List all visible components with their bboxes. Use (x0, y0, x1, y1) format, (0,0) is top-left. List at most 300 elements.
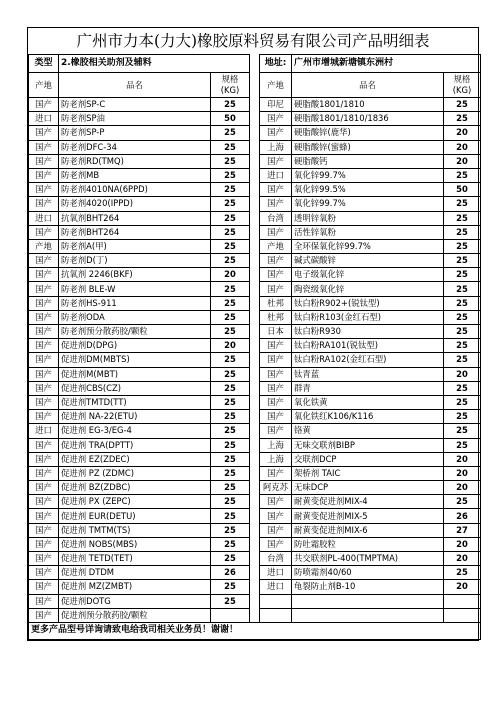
left-name-cell: 促进剂 TRA(DPTT) (59, 438, 211, 452)
column-gap (250, 552, 260, 566)
table-row (29, 566, 481, 580)
table-row (29, 410, 481, 424)
left-origin-cell: 国产 (29, 381, 59, 395)
right-origin-cell: 国产 (260, 537, 292, 551)
right-origin-cell: 国产 (260, 282, 292, 296)
right-name-cell: 钛青蓝 (292, 367, 444, 381)
table-row (29, 608, 481, 622)
left-origin-cell: 国产 (29, 566, 59, 580)
left-name-cell: 防老剂4010NA(6PPD) (59, 183, 211, 197)
left-spec-cell: 25 (211, 452, 250, 466)
left-spec-cell: 25 (211, 197, 250, 211)
left-spec-cell: 25 (211, 353, 250, 367)
right-spec-cell: 25 (444, 296, 481, 310)
left-name-cell: 防老剂4020(IPPD) (59, 197, 211, 211)
table-row (29, 495, 481, 509)
right-origin-cell: 上海 (260, 438, 292, 452)
left-spec-cell: 25 (211, 580, 250, 594)
left-spec-cell: 25 (211, 594, 250, 608)
column-gap (250, 168, 260, 182)
right-name-cell: 透明锌氧粉 (292, 211, 444, 225)
type-value: 2.橡胶相关助剂及辅料 (59, 55, 250, 73)
left-origin-cell: 国产 (29, 523, 59, 537)
left-name-cell: 促进剂 EUR(DETU) (59, 509, 211, 523)
left-spec-cell: 25 (211, 466, 250, 480)
left-origin-cell: 国产 (29, 325, 59, 339)
column-gap (250, 353, 260, 367)
right-origin-cell: 国产 (260, 254, 292, 268)
left-name-cell: 促进剂 EG-3/EG-4 (59, 424, 211, 438)
right-spec-cell: 25 (444, 410, 481, 424)
left-origin-cell: 国产 (29, 98, 59, 112)
right-origin-cell: 国产 (260, 154, 292, 168)
table-row (29, 112, 481, 126)
right-spec-cell: 20 (444, 154, 481, 168)
header-name-right: 品名 (292, 73, 444, 98)
left-spec-cell: 25 (211, 183, 250, 197)
table-row (29, 552, 481, 566)
left-origin-cell: 产地 (29, 239, 59, 253)
column-gap (250, 112, 260, 126)
right-spec-cell: 25 (444, 98, 481, 112)
right-origin-cell: 日本 (260, 325, 292, 339)
left-name-cell: 防老剂SP油 (59, 112, 211, 126)
left-name-cell: 防老剂ODA (59, 310, 211, 324)
left-spec-cell: 25 (211, 296, 250, 310)
table-row (29, 537, 481, 551)
left-origin-cell: 国产 (29, 495, 59, 509)
left-name-cell: 促进剂DM(MBTS) (59, 353, 211, 367)
column-gap (250, 268, 260, 282)
table-row (29, 594, 481, 608)
left-name-cell: 促进剂 NOBS(MBS) (59, 537, 211, 551)
left-name-cell: 防老剂BHT264 (59, 225, 211, 239)
column-gap (250, 254, 260, 268)
right-origin-cell: 国产 (260, 381, 292, 395)
right-origin-cell: 台湾 (260, 211, 292, 225)
left-name-cell: 促进剂 TETD(TET) (59, 552, 211, 566)
right-name-cell (292, 608, 444, 622)
right-spec-cell: 25 (444, 254, 481, 268)
right-name-cell: 架桥剂 TAIC (292, 466, 444, 480)
left-origin-cell: 国产 (29, 481, 59, 495)
column-gap (250, 608, 260, 622)
header-name-left: 品名 (59, 73, 211, 98)
right-name-cell: 无味交联剂BIBP (292, 438, 444, 452)
right-name-cell (292, 594, 444, 608)
right-spec-cell: 20 (444, 580, 481, 594)
column-gap (250, 154, 260, 168)
right-origin-cell: 国产 (260, 339, 292, 353)
right-origin-cell: 国产 (260, 353, 292, 367)
left-name-cell: 促进剂 PZ (ZDMC) (59, 466, 211, 480)
right-name-cell: 钛白粉R103(金红石型) (292, 310, 444, 324)
right-origin-cell: 印尼 (260, 98, 292, 112)
right-spec-cell: 25 (444, 438, 481, 452)
product-sheet (27, 27, 479, 641)
right-name-cell: 活性锌氧粉 (292, 225, 444, 239)
column-gap (250, 495, 260, 509)
table-row (29, 466, 481, 480)
right-origin-cell: 国产 (260, 523, 292, 537)
left-origin-cell: 国产 (29, 452, 59, 466)
header-origin-left: 产地 (29, 73, 59, 98)
right-name-cell: 氧化锌99.7% (292, 168, 444, 182)
right-spec-cell: 25 (444, 310, 481, 324)
right-name-cell: 耐黄变促进剂MIX-5 (292, 509, 444, 523)
right-name-cell: 耐黄变促进剂MIX-6 (292, 523, 444, 537)
column-gap (250, 225, 260, 239)
right-spec-cell: 20 (444, 537, 481, 551)
table-row (29, 154, 481, 168)
column-gap (250, 424, 260, 438)
right-origin-cell: 国产 (260, 466, 292, 480)
left-name-cell: 防老剂HS-911 (59, 296, 211, 310)
left-name-cell: 防老剂RD(TMQ) (59, 154, 211, 168)
table-row (29, 523, 481, 537)
table-row (29, 183, 481, 197)
left-spec-cell: 25 (211, 239, 250, 253)
left-name-cell: 促进剂 NA-22(ETU) (59, 410, 211, 424)
column-gap (250, 566, 260, 580)
column-gap (250, 325, 260, 339)
table-row (29, 481, 481, 495)
right-spec-cell: 25 (444, 395, 481, 409)
right-name-cell: 氧化铁红K106/K116 (292, 410, 444, 424)
column-gap (250, 183, 260, 197)
right-spec-cell: 26 (444, 509, 481, 523)
right-origin-cell: 国产 (260, 395, 292, 409)
right-name-cell: 硬脂酸1801/1810/1836 (292, 112, 444, 126)
right-origin-cell: 台湾 (260, 552, 292, 566)
right-origin-cell: 杜邦 (260, 310, 292, 324)
left-name-cell: 促进剂TMTD(TT) (59, 395, 211, 409)
right-origin-cell: 国产 (260, 367, 292, 381)
right-origin-cell: 国产 (260, 225, 292, 239)
left-origin-cell: 国产 (29, 268, 59, 282)
right-spec-cell: 50 (444, 183, 481, 197)
column-gap (250, 367, 260, 381)
table-wrapper (27, 54, 479, 641)
right-spec-cell: 20 (444, 140, 481, 154)
left-spec-cell: 25 (211, 509, 250, 523)
table-row (29, 296, 481, 310)
table-row (29, 268, 481, 282)
left-name-cell: 促进剂D(DPG) (59, 339, 211, 353)
left-origin-cell: 国产 (29, 282, 59, 296)
header-spec-line2: (KG) (220, 85, 240, 95)
left-origin-cell: 国产 (29, 339, 59, 353)
left-origin-cell: 国产 (29, 580, 59, 594)
left-spec-cell: 25 (211, 438, 250, 452)
right-origin-cell: 进口 (260, 168, 292, 182)
right-spec-cell: 20 (444, 126, 481, 140)
left-spec-cell: 25 (211, 254, 250, 268)
right-origin-cell: 国产 (260, 197, 292, 211)
table-row (29, 339, 481, 353)
column-gap (250, 339, 260, 353)
right-name-cell: 硬脂酸锌(鹿华) (292, 126, 444, 140)
table-row (29, 140, 481, 154)
left-name-cell: 促进剂 PX (ZEPC) (59, 495, 211, 509)
left-name-cell: 促进剂 TMTM(TS) (59, 523, 211, 537)
left-spec-cell: 25 (211, 537, 250, 551)
right-name-cell: 钛白粉R902+(锐钛型) (292, 296, 444, 310)
column-gap (250, 55, 260, 73)
column-gap (250, 452, 260, 466)
column-gap (250, 481, 260, 495)
right-spec-cell: 25 (444, 381, 481, 395)
left-name-cell: 抗氧剂BHT264 (59, 211, 211, 225)
column-gap (250, 239, 260, 253)
table-row (29, 367, 481, 381)
right-name-cell: 硬脂酸锌(蜜蜂) (292, 140, 444, 154)
right-name-cell: 氧化锌99.5% (292, 183, 444, 197)
address-value: 广州市增城新塘镇东洲村 (292, 55, 481, 73)
right-spec-cell: 20 (444, 481, 481, 495)
left-spec-cell: 20 (211, 268, 250, 282)
column-gap (250, 197, 260, 211)
left-name-cell: 防老剂 BLE-W (59, 282, 211, 296)
right-spec-cell: 25 (444, 325, 481, 339)
left-origin-cell: 国产 (29, 126, 59, 140)
left-spec-cell: 25 (211, 552, 250, 566)
left-spec-cell: 25 (211, 410, 250, 424)
left-origin-cell: 国产 (29, 140, 59, 154)
left-name-cell: 抗氧剂 2246(BKF) (59, 268, 211, 282)
left-spec-cell: 25 (211, 211, 250, 225)
header-spec-line1: 规格 (221, 74, 239, 84)
table-row (29, 580, 481, 594)
column-gap (250, 523, 260, 537)
left-origin-cell: 进口 (29, 424, 59, 438)
left-origin-cell: 国产 (29, 367, 59, 381)
column-gap (250, 98, 260, 112)
table-row (29, 211, 481, 225)
header-row (29, 73, 481, 98)
header-origin-right: 产地 (260, 73, 292, 98)
right-spec-cell (444, 608, 481, 622)
left-origin-cell: 国产 (29, 395, 59, 409)
right-spec-cell: 25 (444, 282, 481, 296)
table-row (29, 381, 481, 395)
right-name-cell: 硬脂酸1801/1810 (292, 98, 444, 112)
right-name-cell: 氧化铁黄 (292, 395, 444, 409)
column-gap (250, 73, 260, 98)
table-row (29, 168, 481, 182)
left-name-cell: 促进剂M(MBT) (59, 367, 211, 381)
right-spec-cell: 25 (444, 168, 481, 182)
left-origin-cell: 国产 (29, 296, 59, 310)
right-origin-cell: 国产 (260, 268, 292, 282)
right-origin-cell (260, 608, 292, 622)
left-name-cell: 促进剂DOTG (59, 594, 211, 608)
left-origin-cell: 国产 (29, 438, 59, 452)
left-spec-cell: 20 (211, 339, 250, 353)
right-origin-cell (260, 594, 292, 608)
table-row (29, 509, 481, 523)
left-spec-cell: 25 (211, 98, 250, 112)
right-name-cell: 氧化锌99.7% (292, 197, 444, 211)
right-name-cell: 群青 (292, 381, 444, 395)
left-spec-cell: 25 (211, 367, 250, 381)
left-spec-cell: 25 (211, 154, 250, 168)
column-gap (250, 438, 260, 452)
left-origin-cell: 国产 (29, 183, 59, 197)
table-row (29, 254, 481, 268)
left-name-cell: 防老剂DFC-34 (59, 140, 211, 154)
right-name-cell: 碱式碳酸锌 (292, 254, 444, 268)
right-name-cell: 龟裂防止剂B-10 (292, 580, 444, 594)
left-name-cell: 防老剂SP-P (59, 126, 211, 140)
left-origin-cell: 国产 (29, 254, 59, 268)
table-row (29, 438, 481, 452)
right-spec-cell: 25 (444, 197, 481, 211)
right-origin-cell: 国产 (260, 126, 292, 140)
right-origin-cell: 国产 (260, 509, 292, 523)
sheet-title: 广州市力本(力大)橡胶原料贸易有限公司产品明细表 (27, 27, 479, 54)
header-spec-left (211, 73, 250, 98)
right-name-cell: 共交联剂PL-400(TMPTMA) (292, 552, 444, 566)
table-row (29, 126, 481, 140)
table-row (29, 424, 481, 438)
right-origin-cell: 上海 (260, 452, 292, 466)
column-gap (250, 395, 260, 409)
header-spec-line1: 规格 (453, 74, 471, 84)
left-spec-cell: 25 (211, 282, 250, 296)
left-spec-cell: 25 (211, 310, 250, 324)
table-row (29, 239, 481, 253)
column-gap (250, 126, 260, 140)
right-spec-cell: 20 (444, 552, 481, 566)
type-label: 类型 (29, 55, 59, 73)
address-label: 地址: (260, 55, 292, 73)
left-name-cell: 防老剂预分散药胶/颗粒 (59, 325, 211, 339)
left-spec-cell: 25 (211, 424, 250, 438)
table-row (29, 353, 481, 367)
right-name-cell: 防喷霜剂40/60 (292, 566, 444, 580)
left-origin-cell: 国产 (29, 197, 59, 211)
right-origin-cell: 进口 (260, 580, 292, 594)
meta-row (29, 55, 481, 73)
right-spec-cell: 20 (444, 452, 481, 466)
left-spec-cell: 25 (211, 381, 250, 395)
left-origin-cell: 国产 (29, 537, 59, 551)
left-name-cell: 防老剂A(甲) (59, 239, 211, 253)
left-spec-cell: 25 (211, 495, 250, 509)
table-row (29, 452, 481, 466)
right-origin-cell: 阿克苏 (260, 481, 292, 495)
right-spec-cell: 20 (444, 466, 481, 480)
left-origin-cell: 进口 (29, 211, 59, 225)
right-spec-cell: 25 (444, 566, 481, 580)
table-row (29, 197, 481, 211)
right-name-cell: 钛白粉RA102(金红石型) (292, 353, 444, 367)
left-origin-cell: 国产 (29, 154, 59, 168)
left-name-cell: 促进剂 MZ(ZMBT) (59, 580, 211, 594)
column-gap (250, 509, 260, 523)
left-spec-cell: 25 (211, 325, 250, 339)
right-spec-cell: 25 (444, 239, 481, 253)
column-gap (250, 140, 260, 154)
header-spec-line2: (KG) (452, 85, 472, 95)
right-origin-cell: 产地 (260, 239, 292, 253)
right-name-cell: 陶瓷级氧化锌 (292, 282, 444, 296)
column-gap (250, 594, 260, 608)
right-origin-cell: 国产 (260, 183, 292, 197)
left-origin-cell: 国产 (29, 310, 59, 324)
right-origin-cell: 国产 (260, 410, 292, 424)
column-gap (250, 296, 260, 310)
footer-note: 更多产品型号详询请致电给我司相关业务员！谢谢！ (29, 622, 481, 639)
column-gap (250, 282, 260, 296)
right-spec-cell: 25 (444, 495, 481, 509)
right-name-cell: 钛白粉R930 (292, 325, 444, 339)
left-origin-cell: 国产 (29, 410, 59, 424)
left-name-cell: 促进剂 DTDM (59, 566, 211, 580)
right-origin-cell: 国产 (260, 112, 292, 126)
left-name-cell: 防老剂D(丁) (59, 254, 211, 268)
column-gap (250, 211, 260, 225)
right-origin-cell: 上海 (260, 140, 292, 154)
column-gap (250, 537, 260, 551)
right-origin-cell: 杜邦 (260, 296, 292, 310)
left-spec-cell: 25 (211, 481, 250, 495)
left-origin-cell: 国产 (29, 608, 59, 622)
right-spec-cell: 25 (444, 211, 481, 225)
right-spec-cell: 25 (444, 353, 481, 367)
footer-row (29, 622, 481, 639)
left-name-cell: 促进剂 EZ(ZDEC) (59, 452, 211, 466)
header-spec-right (444, 73, 481, 98)
right-name-cell: 无味DCP (292, 481, 444, 495)
left-origin-cell: 进口 (29, 112, 59, 126)
right-origin-cell: 进口 (260, 566, 292, 580)
table-row (29, 395, 481, 409)
left-name-cell: 防老剂MB (59, 168, 211, 182)
right-name-cell: 硬脂酸钙 (292, 154, 444, 168)
left-spec-cell: 26 (211, 566, 250, 580)
table-row (29, 225, 481, 239)
left-name-cell: 防老剂SP-C (59, 98, 211, 112)
left-origin-cell: 国产 (29, 168, 59, 182)
left-spec-cell: 50 (211, 112, 250, 126)
column-gap (250, 466, 260, 480)
left-spec-cell: 25 (211, 225, 250, 239)
right-spec-cell: 25 (444, 268, 481, 282)
right-spec-cell: 25 (444, 112, 481, 126)
right-name-cell: 耐黄变促进剂MIX-4 (292, 495, 444, 509)
left-spec-cell: 25 (211, 140, 250, 154)
right-name-cell: 全环保氧化锌99.7% (292, 239, 444, 253)
left-origin-cell: 国产 (29, 466, 59, 480)
right-name-cell: 钛白粉RA101(锐钛型) (292, 339, 444, 353)
column-gap (250, 381, 260, 395)
product-table (28, 54, 481, 640)
table-row (29, 325, 481, 339)
right-spec-cell (444, 594, 481, 608)
column-gap (250, 310, 260, 324)
table-row (29, 98, 481, 112)
right-spec-cell: 20 (444, 367, 481, 381)
left-origin-cell: 国产 (29, 552, 59, 566)
left-name-cell: 促进剂预分散药胶/颗粒 (59, 608, 211, 622)
right-spec-cell: 27 (444, 523, 481, 537)
right-spec-cell: 25 (444, 339, 481, 353)
left-origin-cell: 国产 (29, 353, 59, 367)
table-row (29, 282, 481, 296)
right-origin-cell: 国产 (260, 495, 292, 509)
